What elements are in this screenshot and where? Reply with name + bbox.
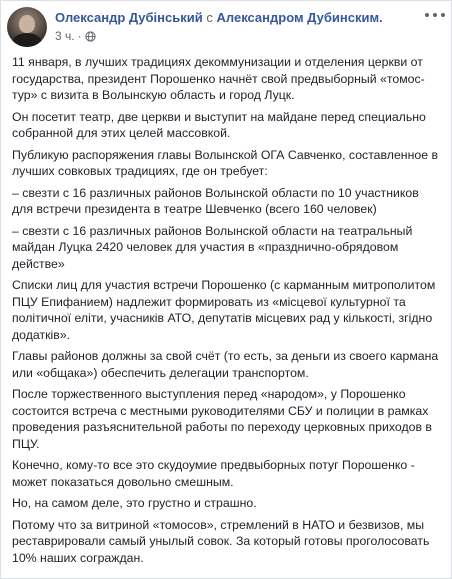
post-meta <box>55 29 96 43</box>
avatar-body <box>12 33 42 47</box>
post-paragraph: Списки лиц для участия встречи Порошенко (с карманным митрополитом ПЦУ Епифанием) надлежит формировать из «місцевої культурної та політичної еліти, учасників АТО, депутатів місцевих рад у кількості, згідно додатків». <box>12 278 436 342</box>
menu-dot <box>433 13 437 17</box>
post-paragraph: – свезти с 16 различных районов Волынской области на театральный майдан Луцка 2420 человек для участия в «празднично-обрядовом действе» <box>12 223 413 271</box>
with-text: с <box>206 10 213 25</box>
more-options-icon[interactable] <box>425 9 445 21</box>
meta-separator: · <box>77 29 82 43</box>
post-paragraph: Потому что за витриной «томосов», стремлений в НАТО и безвизов, мы реставрировали самый унылый совок. За который готовы проголосовать 10% наших сограждан. <box>12 517 430 565</box>
post-header <box>7 7 445 47</box>
globe-icon[interactable] <box>85 31 96 42</box>
post-paragraph: Конечно, кому-то все это скудоумие предвыборных потуг Порошенко - может показаться довольно смешным. <box>12 458 415 489</box>
menu-dot <box>441 13 445 17</box>
post-paragraph: Но, на самом деле, это грустно и страшно. <box>12 496 257 510</box>
post-body <box>12 54 441 571</box>
avatar-face <box>19 15 35 33</box>
post-time-link[interactable]: 3 ч. <box>55 29 75 43</box>
post-paragraph: Главы районов должны за свой счёт (то есть, за деньги из своего кармана или «общака») обеспечить делегации транспортом. <box>12 349 439 380</box>
post-paragraph: Публикую распоряжения главы Волынской ОГА Савченко, составленное в лучших совковых традициях, где он требует: <box>12 147 438 178</box>
coauthor-name-link[interactable]: Александром Дубинским. <box>216 10 383 25</box>
post-paragraph: 11 января, в лучших традициях декоммунизации и отделения церкви от государства, президент Порошенко начнёт свой предвыборный «томос-тур» с визита в Волынскую область и город Луцк. <box>12 55 425 102</box>
author-avatar[interactable] <box>7 7 47 47</box>
author-line <box>55 10 415 26</box>
author-name-link[interactable]: Олександр Дубінський <box>55 10 203 25</box>
post-paragraph: Он посетит театр, две церкви и выступит на майдане перед специально собранной для этих целей массовкой. <box>12 109 426 140</box>
menu-dot <box>425 13 429 17</box>
post-paragraph: После торжественного выступления перед «народом», у Порошенко состоится встреча с местными руководителями СБУ и полиции в рамках проведения разъяснительной работы по переходу церковных приходов в ПЦУ. <box>12 387 432 451</box>
post-paragraph: – свезти с 16 различных районов Волынской области по 10 участников для встречи президента в театре Шевченко (всего 160 человек) <box>12 185 419 216</box>
